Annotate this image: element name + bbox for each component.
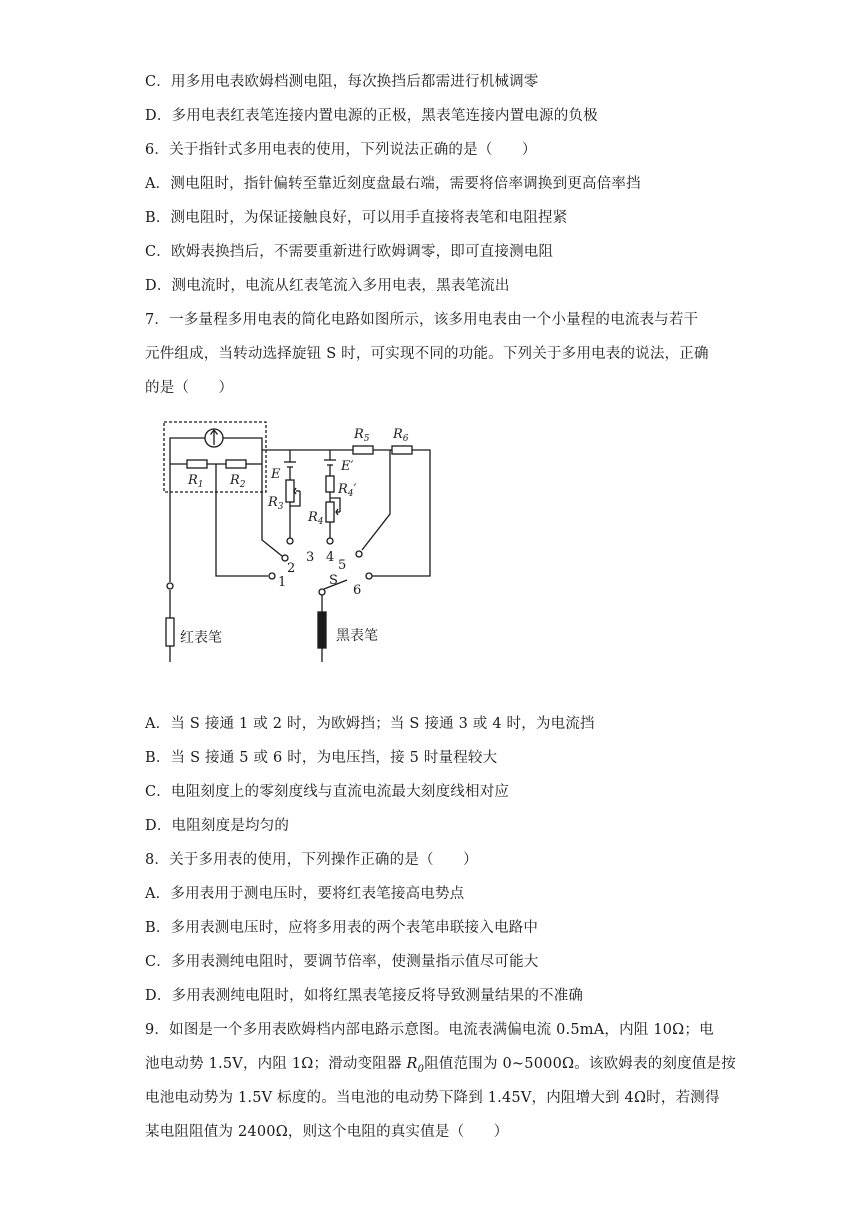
q9-line1: 9．如图是一个多用表欧姆档内部电路示意图。电流表满偏电流 0.5mA，内阻 10Ω；电 bbox=[145, 1022, 714, 1038]
label-terminal-3: 3 bbox=[306, 550, 315, 565]
resistor-r2 bbox=[226, 460, 246, 468]
label-terminal-5: 5 bbox=[338, 558, 347, 573]
q9-r0-symbol bbox=[406, 1056, 425, 1075]
label-r6: $R_6$ bbox=[393, 427, 409, 444]
q9-line2-end: 阻值范围为 0~5000Ω。该欧姆表的刻度值是按 bbox=[424, 1056, 736, 1072]
label-e-prime: E′ bbox=[341, 459, 354, 474]
q9-line3: 电池电动势为 1.5V 标度的。当电池的电动势下降到 1.45V，内阻增大到 4Ω时，若测得 bbox=[145, 1090, 720, 1106]
black-probe bbox=[318, 612, 326, 648]
label-r1: $R_1$ bbox=[188, 473, 204, 490]
q9-r0-letter: R bbox=[406, 1056, 418, 1072]
label-black-probe: 黑表笔 bbox=[336, 628, 378, 644]
q7-stem-line1: 7．一多量程多用电表的简化电路如图所示，该多用电表由一个小量程的电流表与若干 bbox=[145, 312, 699, 328]
resistor-r1 bbox=[187, 460, 207, 468]
q7-option-a: A．当 S 接通 1 或 2 时，为欧姆挡；当 S 接通 3 或 4 时，为电流挡 bbox=[145, 716, 595, 732]
q7-option-d: D．电阻刻度是均匀的 bbox=[145, 818, 290, 834]
q6-option-c: C．欧姆表换挡后，不需要重新进行欧姆调零，即可直接测电阻 bbox=[145, 244, 554, 260]
red-probe bbox=[166, 618, 174, 646]
q5-option-c: C．用多用电表欧姆档测电阻，每次换挡后都需进行机械调零 bbox=[145, 74, 539, 90]
q9-line4: 某电阻阻值为 2400Ω，则这个电阻的真实值是（ ） bbox=[145, 1124, 509, 1140]
q6-stem: 6．关于指针式多用电表的使用，下列说法正确的是（ ） bbox=[145, 142, 537, 158]
q9-r0-sub: 0 bbox=[417, 1063, 425, 1075]
label-switch-s: S bbox=[329, 573, 338, 588]
label-e: E bbox=[271, 467, 281, 482]
q8-option-a: A．多用表用于测电压时，要将红表笔接高电势点 bbox=[145, 886, 465, 902]
multimeter-circuit-diagram bbox=[150, 410, 450, 670]
q7-stem-line3: 的是（ ） bbox=[145, 380, 234, 396]
q7-stem-line2: 元件组成，当转动选择旋钮 S 时，可实现不同的功能。下列关于多用电表的说法，正确 bbox=[145, 346, 709, 362]
label-terminal-6: 6 bbox=[353, 583, 362, 598]
rheostat-r4 bbox=[326, 502, 334, 522]
q6-option-a: A．测电阻时，指针偏转至靠近刻度盘最右端，需要将倍率调换到更高倍率挡 bbox=[145, 176, 641, 192]
label-r2: $R_2$ bbox=[230, 473, 246, 490]
label-terminal-4: 4 bbox=[326, 550, 335, 565]
label-r3: $R_3$ bbox=[268, 495, 284, 512]
q8-option-d: D．多用表测纯电阻时，如将红黑表笔接反将导致测量结果的不准确 bbox=[145, 988, 584, 1004]
label-terminal-1: 1 bbox=[278, 575, 287, 590]
label-red-probe: 红表笔 bbox=[180, 630, 222, 646]
resistor-r5 bbox=[353, 446, 373, 454]
meter-dashed-box bbox=[164, 422, 266, 492]
circuit-svg bbox=[150, 410, 450, 670]
q7-option-c: C．电阻刻度上的零刻度线与直流电流最大刻度线相对应 bbox=[145, 784, 510, 800]
resistor-r4-prime bbox=[326, 476, 334, 492]
q6-option-b: B．测电阻时，为保证接触良好，可以用手直接将表笔和电阻捏紧 bbox=[145, 210, 568, 226]
resistor-r6 bbox=[392, 446, 412, 454]
q5-option-d: D．多用电表红表笔连接内置电源的正极，黑表笔连接内置电源的负极 bbox=[145, 108, 598, 124]
q8-option-c: C．多用表测纯电阻时，要调节倍率，使测量指示值尽可能大 bbox=[145, 954, 539, 970]
q9-line2-start: 池电动势 1.5V，内阻 1Ω；滑动变阻器 bbox=[145, 1056, 407, 1072]
label-r4: $R_4$ bbox=[308, 510, 324, 527]
q9-line2 bbox=[145, 1054, 736, 1080]
label-r5: $R_5$ bbox=[354, 427, 370, 444]
label-r4-prime: $R_4'$ bbox=[338, 482, 357, 499]
label-terminal-2: 2 bbox=[287, 561, 296, 576]
rheostat-r3 bbox=[286, 480, 294, 502]
q8-stem: 8．关于多用表的使用，下列操作正确的是（ ） bbox=[145, 852, 478, 868]
q6-option-d: D．测电流时，电流从红表笔流入多用电表，黑表笔流出 bbox=[145, 278, 510, 294]
q7-option-b: B．当 S 接通 5 或 6 时，为电压挡，接 5 时量程较大 bbox=[145, 750, 498, 766]
q8-option-b: B．多用表测电压时，应将多用表的两个表笔串联接入电路中 bbox=[145, 920, 539, 936]
